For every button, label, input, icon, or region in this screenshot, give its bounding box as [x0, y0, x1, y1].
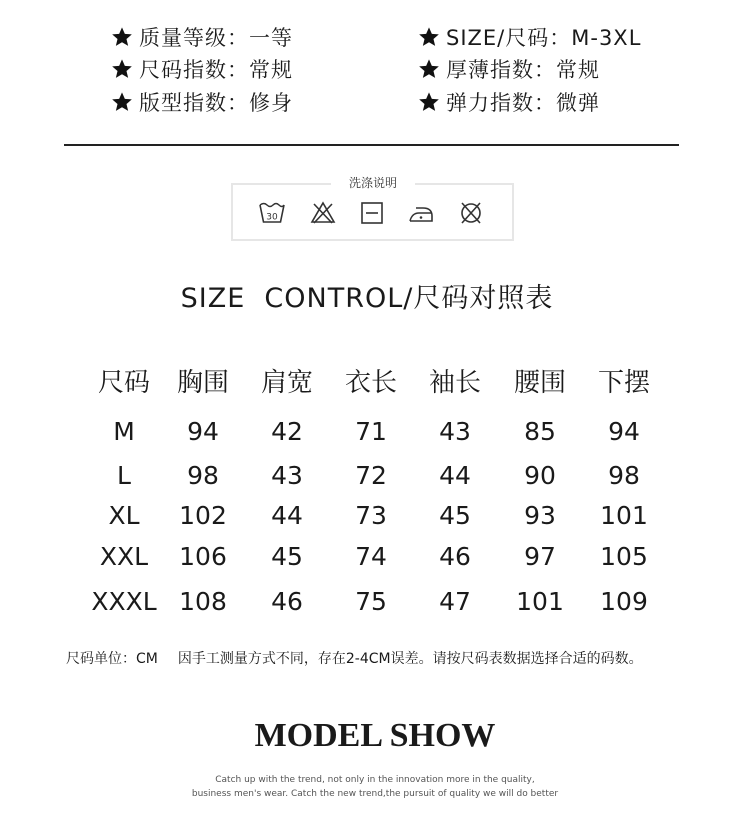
attribute-label: 弹力指数：微弹 [446, 91, 600, 115]
length-cell: 72 [355, 461, 387, 490]
chest-cell: 108 [179, 587, 227, 616]
size-cell: XXXL [91, 587, 157, 616]
attribute-quality [111, 26, 293, 50]
waist-cell: 93 [524, 501, 556, 530]
hem-cell: 98 [608, 461, 640, 490]
hem-cell: 94 [608, 417, 640, 446]
attribute-label: 尺码指数：常规 [139, 58, 293, 82]
attribute-label: 版型指数：修身 [139, 91, 293, 115]
star-icon [418, 91, 440, 113]
header-length: 衣长 [344, 368, 397, 398]
chest-cell: 102 [179, 501, 227, 530]
chest-cell: 94 [187, 417, 219, 446]
model-show-heading: MODEL SHOW [254, 717, 496, 754]
shoulder-cell: 43 [271, 461, 303, 490]
hem-cell: 109 [600, 587, 648, 616]
attribute-thickness [418, 58, 600, 82]
star-icon [111, 58, 133, 80]
attribute-size-range [418, 26, 641, 50]
shoulder-cell: 44 [271, 501, 303, 530]
chest-cell: 106 [179, 542, 227, 571]
svg-text:30: 30 [266, 212, 278, 223]
waist-cell: 101 [516, 587, 564, 616]
length-cell: 73 [355, 501, 387, 530]
header-sleeve: 袖长 [428, 368, 481, 398]
dry-flat-icon [358, 200, 386, 226]
sleeve-cell: 46 [439, 542, 471, 571]
size-cell: L [117, 461, 131, 490]
waist-cell: 97 [524, 542, 556, 571]
tolerance-text: 因手工测量方式不同，存在2-4CM误差。请按尺码表数据选择合适的码数。 [177, 651, 643, 667]
size-cell: XL [108, 501, 140, 530]
attribute-label: SIZE/尺码：M-3XL [446, 26, 642, 50]
size-chart-title: SIZE CONTROL/尺码对照表 [180, 283, 554, 314]
waist-cell: 85 [524, 417, 556, 446]
star-icon [418, 26, 440, 48]
star-icon [111, 26, 133, 48]
divider [64, 144, 679, 146]
attribute-elasticity [418, 91, 600, 115]
shoulder-cell: 46 [271, 587, 303, 616]
sleeve-cell: 45 [439, 501, 471, 530]
chest-cell: 98 [187, 461, 219, 490]
header-size: 尺码 [97, 368, 150, 398]
shoulder-cell: 45 [271, 542, 303, 571]
size-cell: XXL [99, 542, 149, 571]
sleeve-cell: 44 [439, 461, 471, 490]
sleeve-cell: 43 [439, 417, 471, 446]
size-cell: M [113, 417, 135, 446]
no-bleach-icon [309, 200, 337, 226]
hem-cell: 101 [600, 501, 648, 530]
header-hem: 下摆 [597, 368, 650, 398]
waist-cell: 90 [524, 461, 556, 490]
tagline-line-1: Catch up with the trend, not only in the innovation more in the quality, [215, 775, 535, 785]
attribute-size-index [111, 58, 293, 82]
care-title: 洗涤说明 [331, 176, 415, 190]
shoulder-cell: 42 [271, 417, 303, 446]
header-chest: 胸围 [176, 368, 229, 398]
unit-label: 尺码单位：CM [66, 651, 158, 667]
attribute-label: 质量等级：一等 [139, 26, 293, 50]
wash-30-icon [258, 200, 286, 226]
star-icon [418, 58, 440, 80]
attribute-fit [111, 91, 293, 115]
header-waist: 腰围 [513, 368, 566, 398]
hem-cell: 105 [600, 542, 648, 571]
no-dry-clean-icon [457, 200, 485, 226]
tagline-line-2: business men's wear. Catch the new trend,the pursuit of quality we will do better [191, 789, 559, 799]
measurement-note [66, 650, 643, 668]
attribute-label: 厚薄指数：常规 [446, 58, 600, 82]
iron-low-icon [407, 200, 435, 226]
star-icon [111, 91, 133, 113]
header-shoulder: 肩宽 [260, 368, 313, 398]
length-cell: 74 [355, 542, 387, 571]
length-cell: 75 [355, 587, 387, 616]
length-cell: 71 [355, 417, 387, 446]
sleeve-cell: 47 [439, 587, 471, 616]
